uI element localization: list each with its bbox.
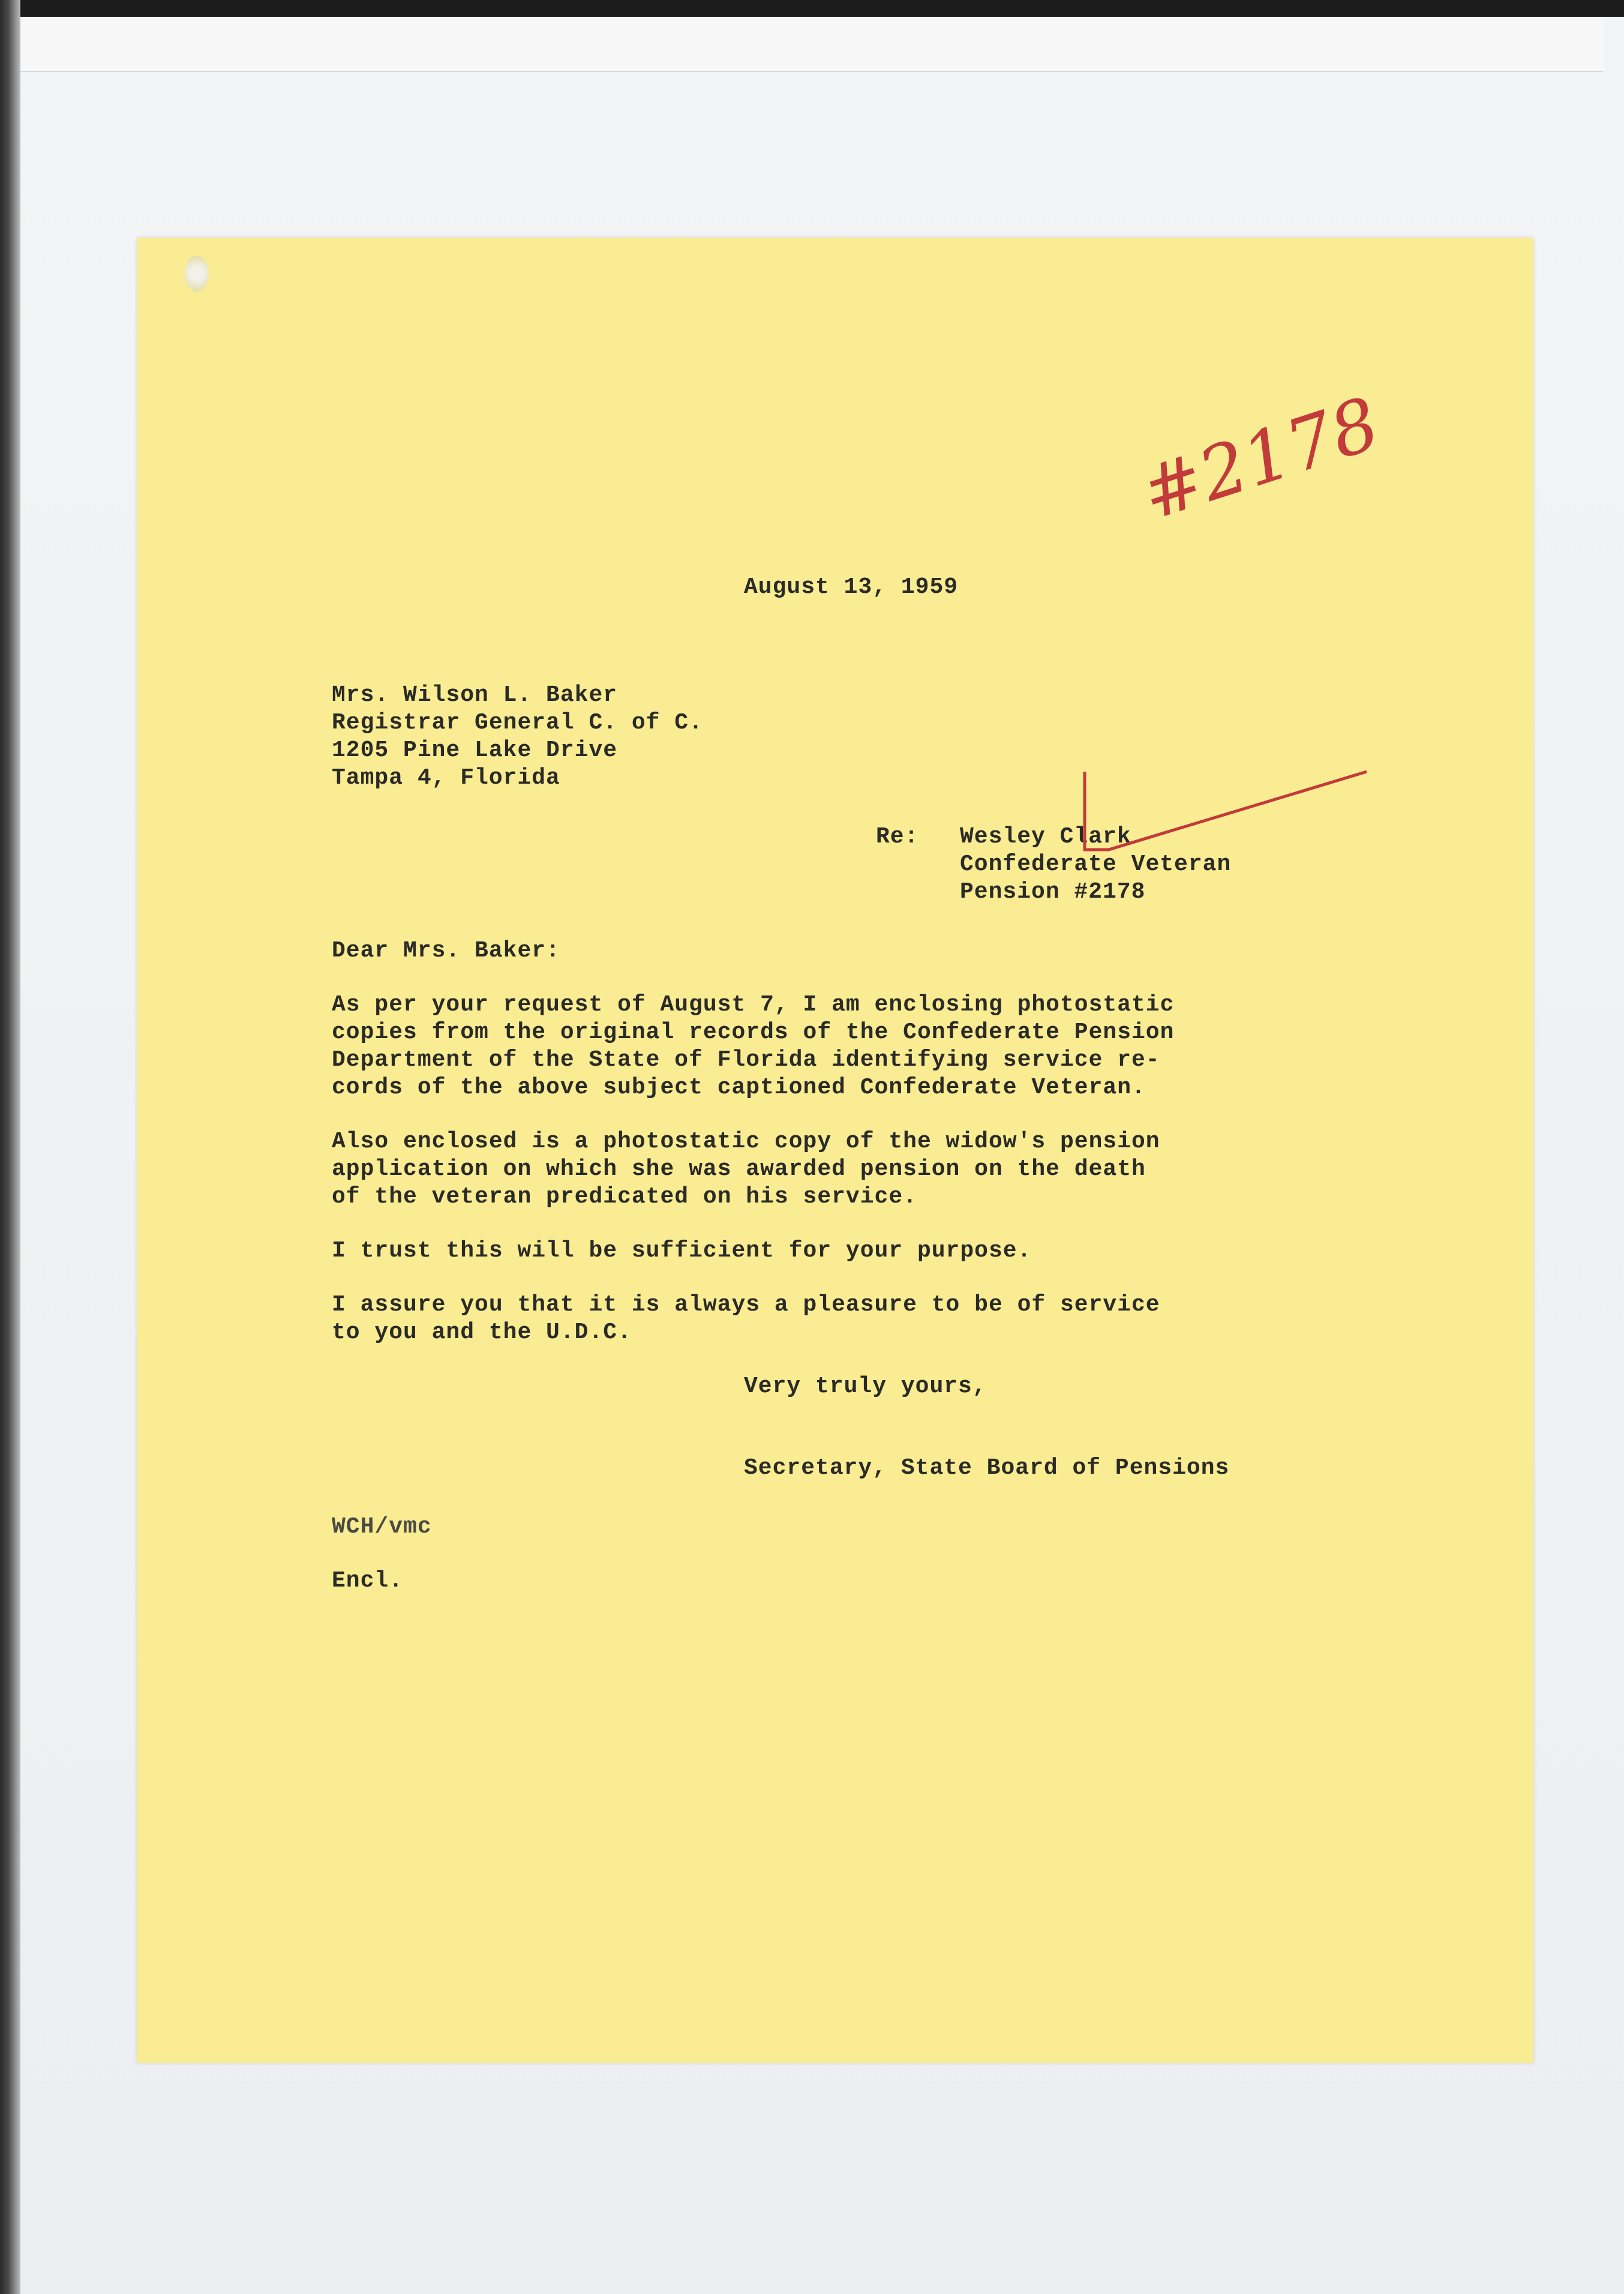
subject-status: Confederate Veteran <box>960 851 1232 877</box>
salutation: Dear Mrs. Baker: <box>332 938 560 964</box>
scan-top-strip <box>19 17 1603 72</box>
enclosure-note: Encl. <box>332 1568 404 1594</box>
subject-pension-number: Pension #2178 <box>960 879 1146 905</box>
paragraph-1-line: Department of the State of Florida identifying service re- <box>332 1047 1160 1073</box>
scan-top-edge <box>0 0 1624 17</box>
signature-title: Secretary, State Board of Pensions <box>744 1455 1230 1481</box>
paragraph-2-line: application on which she was awarded pension on the death <box>332 1156 1146 1182</box>
recipient-title: Registrar General C. of C. <box>332 710 703 736</box>
paragraph-1-line: copies from the original records of the Confederate Pension <box>332 1019 1175 1045</box>
recipient-name: Mrs. Wilson L. Baker <box>332 682 618 708</box>
paper-blemish <box>185 256 209 292</box>
subject-name: Wesley Clark <box>960 824 1131 850</box>
scan-left-edge <box>0 0 20 2294</box>
paragraph-2-line: Also enclosed is a photostatic copy of the widow's pension <box>332 1129 1160 1155</box>
recipient-city: Tampa 4, Florida <box>332 765 560 791</box>
paragraph-4-line: to you and the U.D.C. <box>332 1320 632 1345</box>
subject-label: Re: <box>876 824 919 850</box>
handwritten-pension-number: #2178 <box>1131 382 1389 537</box>
red-check-mark <box>1073 766 1385 886</box>
paragraph-4-line: I assure you that it is always a pleasure to be of service <box>332 1292 1160 1318</box>
paragraph-1-line: As per your request of August 7, I am enclosing photostatic <box>332 992 1175 1018</box>
letter-date: August 13, 1959 <box>744 574 959 600</box>
recipient-street: 1205 Pine Lake Drive <box>332 737 618 763</box>
typist-initials: WCH/vmc <box>332 1514 432 1540</box>
complimentary-close: Very truly yours, <box>744 1374 987 1399</box>
paragraph-1-line: cords of the above subject captioned Confederate Veteran. <box>332 1075 1146 1100</box>
body-paragraph-3: I trust this will be sufficient for your purpose. <box>332 1238 1032 1264</box>
paragraph-2-line: of the veteran predicated on his service. <box>332 1184 917 1210</box>
letter-page <box>137 238 1533 2063</box>
